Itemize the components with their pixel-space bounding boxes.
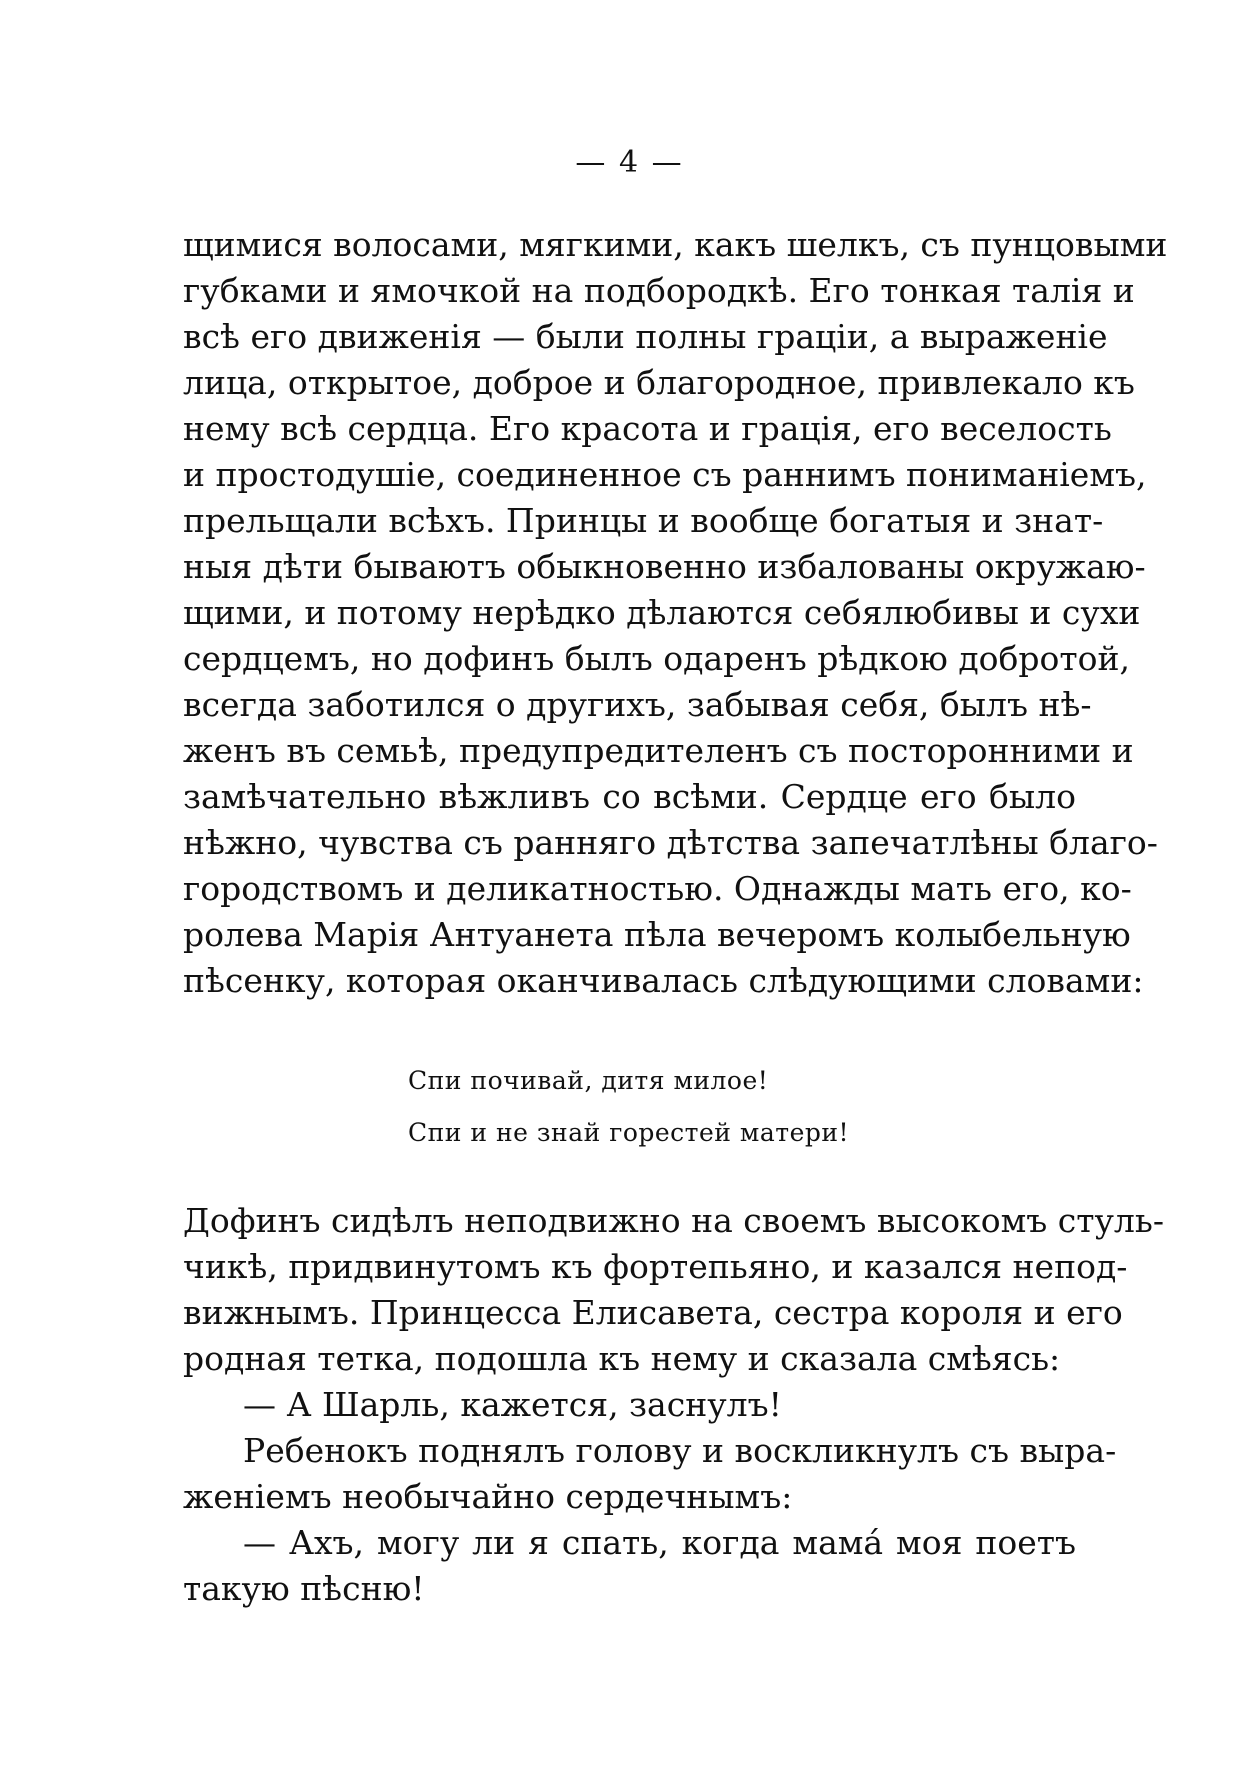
main-paragraph (183, 222, 1168, 1004)
dialogue-line: — Ахъ, могу ли я спать, когда мама́ моя поетъ (243, 1523, 1076, 1562)
text-line: лица, открытое, доброе и благородное, привлекало къ (183, 363, 1135, 402)
verse-line: Спи почивай, дитя милое! (408, 1066, 769, 1095)
text-line: щими, и потому нерѣдко дѣлаются себялюбивы и сухи (183, 593, 1141, 632)
text-line: сердцемъ, но дофинъ былъ одаренъ рѣдкою добротой, (183, 639, 1130, 678)
text-line: ролева Марія Антуанета пѣла вечеромъ колыбельную (183, 915, 1131, 954)
text-line: ныя дѣти бываютъ обыкновенно избалованы окружаю- (183, 547, 1146, 586)
text-line: вижнымъ. Принцесса Елисавета, сестра короля и его (183, 1293, 1123, 1332)
verse-line: Спи и не знай горестей матери! (408, 1118, 850, 1147)
text-line: всѣ его движенія — были полны граціи, а выраженіе (183, 317, 1108, 356)
text-line: губками и ямочкой на подбородкѣ. Его тонкая талія и (183, 271, 1135, 310)
text-line: нему всѣ сердца. Его красота и грація, его веселость (183, 409, 1112, 448)
text-line: женіемъ необычайно сердечнымъ: (183, 1477, 793, 1516)
text-line: всегда заботился о другихъ, забывая себя, былъ нѣ- (183, 685, 1092, 724)
dialogue-line: — А Шарль, кажется, заснулъ! (243, 1385, 782, 1424)
text-line: щимися волосами, мягкими, какъ шелкъ, съ пунцовыми (183, 225, 1168, 264)
text-line: городствомъ и деликатностью. Однажды мать его, ко- (183, 869, 1132, 908)
lullaby-verse (408, 1055, 849, 1159)
text-line: родная тетка, подошла къ нему и сказала смѣясь: (183, 1339, 1061, 1378)
text-line: женъ въ семьѣ, предупредителенъ съ посторонними и (183, 731, 1134, 770)
text-line: прельщали всѣхъ. Принцы и вообще богатыя и знат- (183, 501, 1104, 540)
page-number: — 4 — (575, 145, 684, 180)
text-line: Ребенокъ поднялъ голову и воскликнулъ съ выра- (243, 1431, 1117, 1470)
text-line: Дофинъ сидѣлъ неподвижно на своемъ высокомъ стуль- (183, 1201, 1164, 1240)
text-line: пѣсенку, которая оканчивалась слѣдующими словами: (183, 961, 1144, 1000)
text-line: замѣчательно вѣжливъ со всѣми. Сердце его было (183, 777, 1076, 816)
text-line: и простодушіе, соединенное съ раннимъ пониманіемъ, (183, 455, 1147, 494)
text-line: такую пѣсню! (183, 1569, 425, 1608)
text-line: чикѣ, придвинутомъ къ фортепьяно, и казался непод- (183, 1247, 1128, 1286)
text-line: нѣжно, чувства съ ранняго дѣтства запечатлѣны благо- (183, 823, 1158, 862)
second-paragraph (183, 1198, 1164, 1612)
